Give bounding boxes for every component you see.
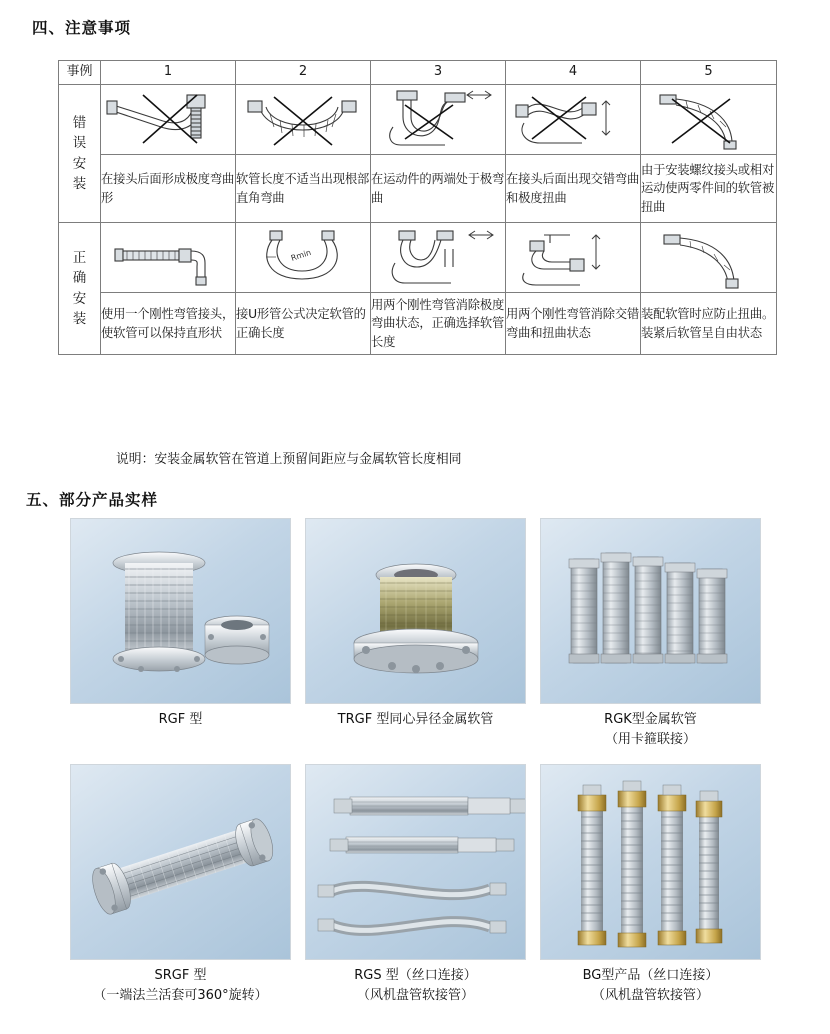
row-label-correct-installation — [59, 223, 101, 355]
text-right-5: 装配软管时应防止扭曲。装紧后软管呈自由状态 — [641, 293, 777, 355]
text-wrong-4: 在接头后面出现交错弯曲和极度扭曲 — [506, 155, 641, 223]
figure-right-1 — [101, 223, 236, 293]
text-right-1: 使用一个刚性弯管接头，使软管可以保持直形状 — [101, 293, 236, 355]
text-right-2: 接U形管公式决定软管的正确长度 — [236, 293, 371, 355]
product-caption-line1: SRGF 型 — [154, 968, 207, 984]
table-row-wrong-texts — [59, 155, 777, 223]
installation-examples-table — [58, 60, 777, 355]
text-wrong-2: 软管长度不适当出现根部直角弯曲 — [236, 155, 371, 223]
row-label-char-1: 正 — [72, 250, 87, 266]
figure-right-4 — [506, 223, 641, 293]
product-row-2 — [70, 764, 762, 1006]
table-col-3: 3 — [371, 61, 506, 85]
product-card-rgs — [305, 764, 526, 1006]
product-gallery — [70, 518, 762, 1007]
product-caption-line2: （风机盘管软接管） — [356, 988, 474, 1004]
table-note: 说明：安装金属软管在管道上预留间距应与金属软管长度相同 — [116, 452, 462, 467]
figure-right-5 — [641, 223, 777, 293]
product-card-bg — [540, 764, 761, 1006]
figure-right-2 — [236, 223, 371, 293]
text-wrong-3: 在运动件的两端处于极弯曲 — [371, 155, 506, 223]
text-right-3: 用两个刚性弯管消除极度弯曲状态，正确选择软管长度 — [371, 293, 506, 355]
table-col-5: 5 — [641, 61, 777, 85]
page-title-section4: 四、注意事项 — [32, 19, 132, 37]
product-caption-rgk — [540, 704, 761, 750]
product-card-rgf — [70, 518, 291, 750]
installation-examples-table-wrapper — [58, 60, 776, 355]
product-caption-bg — [540, 960, 761, 1006]
table-col-2: 2 — [236, 61, 371, 85]
figure-wrong-2 — [236, 85, 371, 155]
row-label-char-3: 安 — [72, 290, 87, 307]
text-wrong-5: 由于安装螺纹接头或相对运动使两零件间的软管被扭曲 — [641, 155, 777, 223]
product-photo-rgs — [305, 764, 526, 960]
product-photo-rgk — [540, 518, 761, 704]
text-right-4: 用两个刚性弯管消除交错弯曲和扭曲状态 — [506, 293, 641, 355]
row-label-char-3: 安 — [72, 155, 87, 172]
product-photo-rgf — [70, 518, 291, 704]
row-label-wrong-installation — [59, 85, 101, 223]
figure-right-3 — [371, 223, 506, 293]
product-card-rgk — [540, 518, 761, 750]
product-caption-srgf — [70, 960, 291, 1006]
figure-label-rmin: Rmin — [289, 247, 313, 263]
text-wrong-1: 在接头后面形成极度弯曲形 — [101, 155, 236, 223]
product-caption-line1: RGK型金属软管 — [604, 712, 697, 727]
row-label-char-2: 误 — [72, 135, 87, 152]
table-header-row — [59, 61, 777, 85]
table-row-right-figures — [59, 223, 777, 293]
table-row-wrong-figures — [59, 85, 777, 155]
product-card-srgf — [70, 764, 291, 1006]
product-row-1 — [70, 518, 762, 750]
table-col-1: 1 — [101, 61, 236, 85]
figure-wrong-3 — [371, 85, 506, 155]
row-label-char-4: 装 — [72, 310, 87, 327]
figure-wrong-4 — [506, 85, 641, 155]
product-caption-line1: TRGF 型同心异径金属软管 — [337, 712, 494, 727]
row-label-char-1: 错 — [72, 115, 87, 131]
product-caption-line1: RGF 型 — [158, 712, 203, 727]
product-caption-rgf — [70, 704, 291, 730]
row-label-char-2: 确 — [72, 270, 87, 287]
product-caption-line2: （风机盘管软接管） — [591, 988, 709, 1004]
row-label-char-4: 装 — [72, 175, 87, 192]
product-photo-srgf — [70, 764, 291, 960]
product-caption-line1: BG型产品（丝口连接） — [582, 968, 719, 984]
product-caption-trgf — [305, 704, 526, 730]
table-corner-label: 事例 — [59, 61, 101, 85]
product-card-trgf — [305, 518, 526, 750]
figure-wrong-5 — [641, 85, 777, 155]
product-photo-trgf — [305, 518, 526, 704]
page-title-section5: 五、部分产品实样 — [26, 491, 159, 509]
product-caption-line2: （用卡箍联接） — [604, 732, 696, 748]
figure-wrong-1 — [101, 85, 236, 155]
product-caption-line2: （一端法兰活套可360°旋转） — [93, 988, 268, 1004]
table-col-4: 4 — [506, 61, 641, 85]
table-row-right-texts — [59, 293, 777, 355]
product-caption-rgs — [305, 960, 526, 1006]
product-photo-bg — [540, 764, 761, 960]
product-caption-line1: RGS 型（丝口连接） — [354, 968, 477, 984]
